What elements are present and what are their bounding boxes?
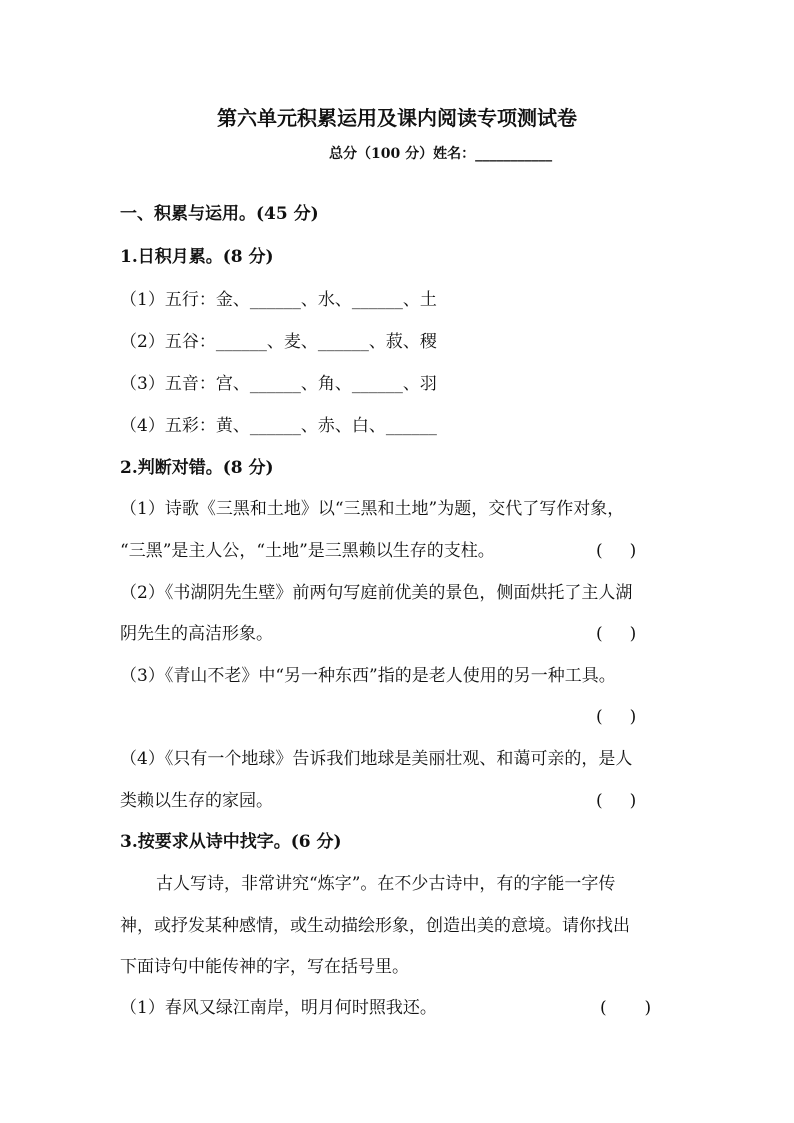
question-2-item-3-line-1: （3）《青山不老》中“另一种东西”指的是老人使用的另一种工具。	[120, 666, 616, 686]
answer-parentheses: ( )	[596, 707, 637, 727]
question-1-item-3: （3）五音：宫、______、角、______、羽	[120, 374, 437, 394]
question-1-item-1: （1）五行：金、______、水、______、土	[120, 290, 437, 310]
question-2-item-2-line-2: 阴先生的高洁形象。	[120, 624, 273, 644]
question-1-item-2: （2）五谷：______、麦、______、菽、稷	[120, 332, 437, 352]
score-and-name-line: 总分（100 分）姓名：___________	[329, 146, 553, 162]
answer-parentheses: ( )	[596, 791, 637, 811]
question-3-paragraph-line-3: 下面诗句中能传神的字，写在括号里。	[120, 957, 409, 977]
answer-parentheses: ( )	[600, 998, 652, 1018]
question-1-item-4: （4）五彩：黄、______、赤、白、______	[120, 416, 437, 436]
question-2-item-4-line-1: （4）《只有一个地球》告诉我们地球是美丽壮观、和蔼可亲的，是人	[120, 749, 633, 769]
question-1-heading: 1.日积月累。(8 分)	[120, 247, 274, 267]
question-3-paragraph-line-2: 神，或抒发某种感情，或生动描绘形象，创造出美的意境。请你找出	[120, 916, 630, 936]
question-2-heading: 2.判断对错。(8 分)	[120, 458, 274, 478]
page-title: 第六单元积累运用及课内阅读专项测试卷	[217, 106, 577, 130]
question-2-item-1-line-1: （1）诗歌《三黑和土地》以“三黑和土地”为题，交代了写作对象，	[120, 499, 625, 519]
question-3-heading: 3.按要求从诗中找字。(6 分)	[120, 832, 342, 852]
question-3-paragraph-line-1: 古人写诗，非常讲究“炼字”。在不少古诗中，有的字能一字传	[156, 874, 616, 894]
question-2-item-2-line-1: （2）《书湖阴先生壁》前两句写庭前优美的景色，侧面烘托了主人湖	[120, 583, 633, 603]
answer-parentheses: ( )	[596, 541, 637, 561]
question-2-item-1-line-2: “三黑”是主人公，“土地”是三黑赖以生存的支柱。	[120, 541, 495, 561]
question-3-item-1: （1）春风又绿江南岸，明月何时照我还。	[120, 998, 437, 1018]
question-2-item-4-line-2: 类赖以生存的家园。	[120, 791, 273, 811]
answer-parentheses: ( )	[596, 624, 637, 644]
section-heading: 一、积累与运用。(45 分)	[120, 204, 319, 224]
